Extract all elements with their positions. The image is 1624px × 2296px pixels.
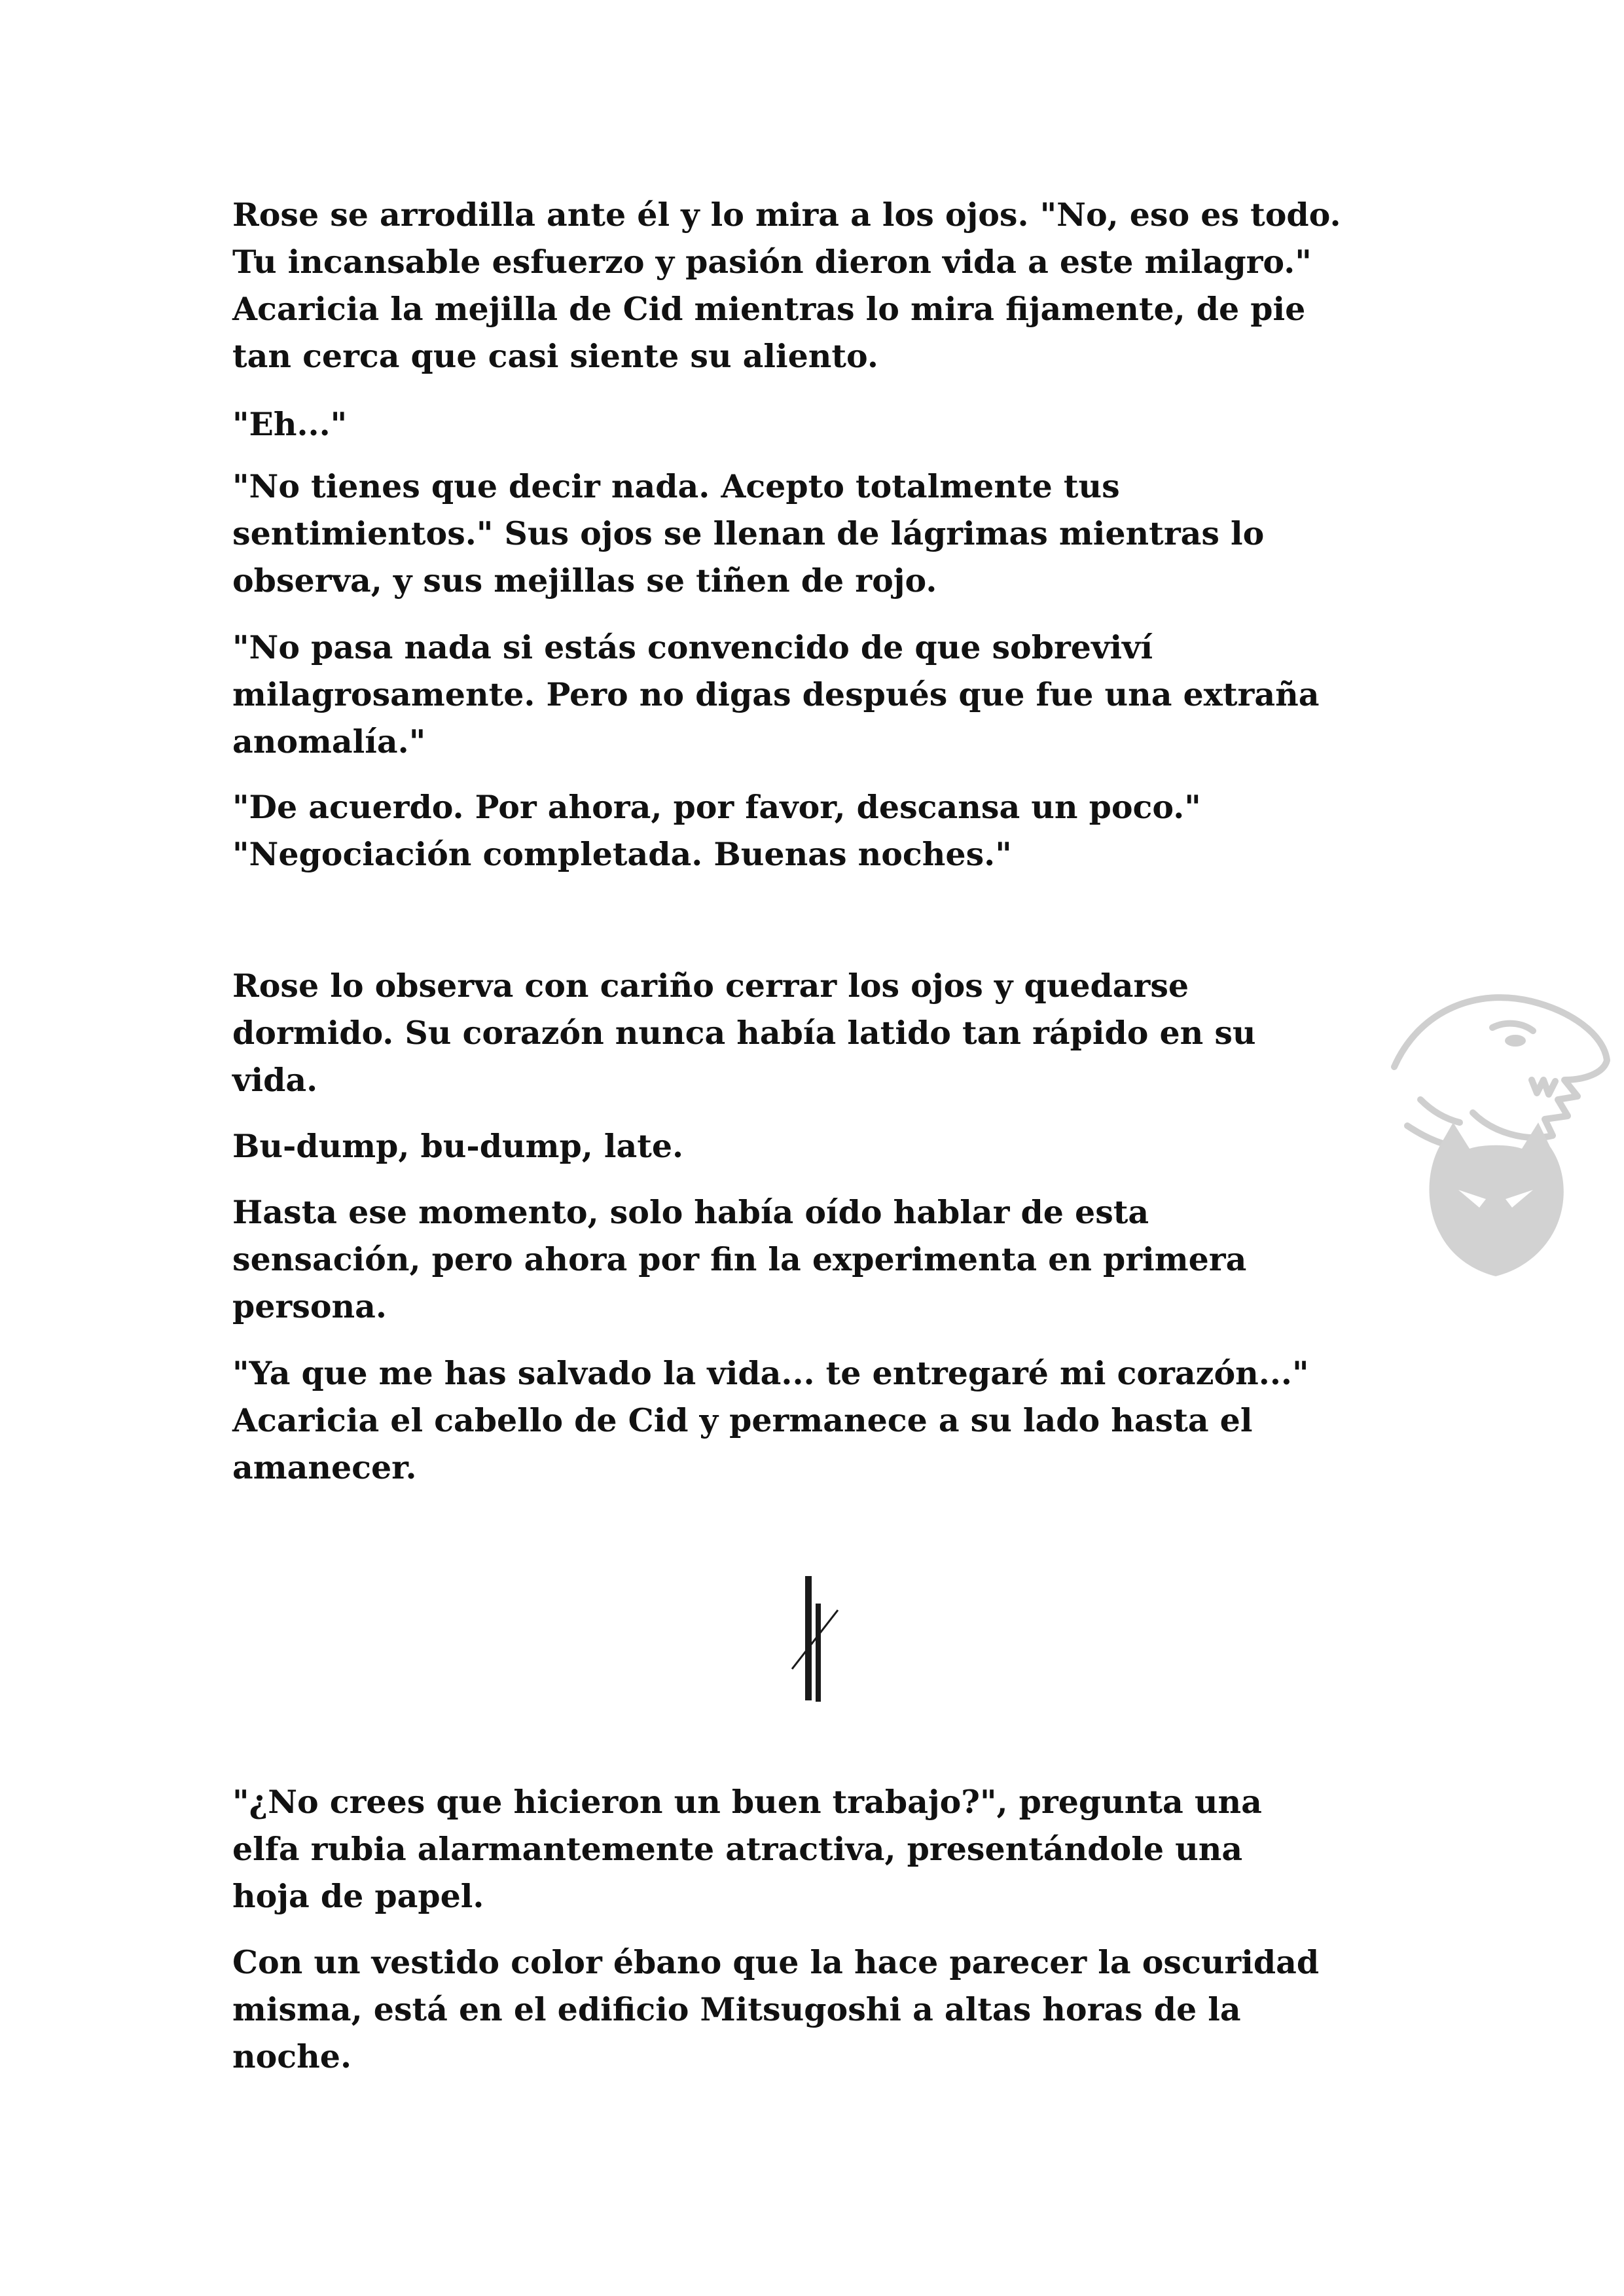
paragraph-9: "Ya que me has salvado la vida... te entregaré mi corazón..." Acaricia el cabello de Cid y permanece a su lado hasta el amanecer.	[232, 1354, 1309, 1486]
paragraph-8: Hasta ese momento, solo había oído hablar de esta sensación, pero ahora por fin la experimenta en primera persona.	[232, 1193, 1247, 1325]
paragraph-2: "Eh..."	[232, 405, 348, 443]
paragraph-3: "No tienes que decir nada. Acepto totalmente tus sentimientos." Sus ojos se llenan de lágrimas mientras lo observa, y sus mejillas se tiñen de rojo.	[232, 467, 1265, 600]
paragraph-6: Rose lo observa con cariño cerrar los ojos y quedarse dormido. Su corazón nunca había latido tan rápido en su vida.	[232, 967, 1256, 1099]
scene-break-slash-icon	[772, 1564, 857, 1708]
paragraph-7: Bu-dump, bu-dump, late.	[232, 1127, 684, 1165]
paragraph-5: "De acuerdo. Por ahora, por favor, descansa un poco." "Negociación completada. Buenas noches."	[232, 788, 1201, 873]
paragraph-4: "No pasa nada si estás convencido de que sobreviví milagrosamente. Pero no digas después que fue una extraña anomalía."	[232, 628, 1320, 761]
dinosaur-devil-logo-icon	[1381, 982, 1617, 1296]
paragraph-1: Rose se arrodilla ante él y lo mira a los ojos. "No, eso es todo. Tu incansable esfuerzo y pasión dieron vida a este milagro." Acaricia la mejilla de Cid mientras lo mira fijamente, de pie tan cerca que casi siente su aliento.	[232, 196, 1341, 375]
paragraph-11: Con un vestido color ébano que la hace parecer la oscuridad misma, está en el edificio Mitsugoshi a altas horas de la noche.	[232, 1943, 1320, 2075]
paragraph-10: "¿No crees que hicieron un buen trabajo?", pregunta una elfa rubia alarmantemente atractiva, presentándole una hoja de papel.	[232, 1783, 1262, 1915]
